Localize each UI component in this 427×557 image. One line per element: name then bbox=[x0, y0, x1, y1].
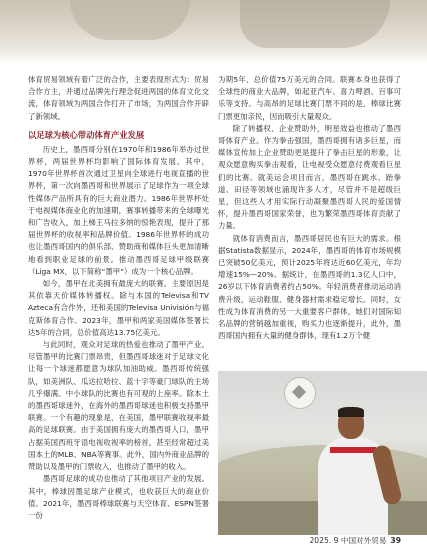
photo-shape bbox=[70, 0, 190, 40]
page-number: 39 bbox=[390, 536, 401, 545]
body-paragraph: 墨西哥足球的成功也推动了其他项目产业的发展。其中，棒球因墨足球产业模式，也收获巨大的商业价值。2021年，墨西哥棒球联赛与天空体育、ESPN签署一份 bbox=[28, 474, 209, 520]
jersey-stripe bbox=[330, 447, 376, 453]
section-heading: 以足球为核心带动体育产业发展 bbox=[28, 129, 145, 140]
intro-paragraph: 体育贸易领域有着广泛的合作，主要表现形式为：贸易合作方主，并通过品牌先行理念促进两国的体育文化交流，体育领域为两国合作打开了市场，为两国合作开辟了新领域。 bbox=[28, 75, 209, 121]
page-footer bbox=[309, 535, 401, 546]
body-paragraph: 就体育消费而言，墨西哥居民也有巨大的需求。根据Statista数据显示，2024年，墨西哥的体育市场规模已突破50亿美元，预计2025年将达近60亿美元，年均增速15%—20%。据统计，在墨西哥的1.3亿人口中，26岁以下体育消费者约占50%。年轻消费者推动运动消费升级，运动鞋服、健身器材需求稳定增长。同时，女性成为体育消费的另一大重要客户群体，她们对国际知名品牌的营销越加重视，购买力也逐渐提升，此外，墨西哥国内拥有大量的健身群体，现有1.2万个健 bbox=[218, 233, 401, 341]
body-paragraph: 如今，墨甲在北美拥有最庞大的联赛。主要原因是其依靠天价媒体转播权。除与本国的Televisa和TV Azteca有合作外，还和美国的Televisa Univisión与福克斯体育合作。2023年，墨甲和两家美国媒体签署长达5年的合同，总价值高达13.75亿美元。 bbox=[28, 279, 209, 337]
left-column bbox=[28, 74, 209, 522]
right-column bbox=[218, 74, 401, 342]
body-paragraph: 除了转播权、企业赞助外，明星效益也推动了墨西哥体育产业。作为拳击强国，墨西哥拥有诸多巨星，而媒体宣传加上企业赞助更是提升了拳击巨星的形象，让观众愿意购买拳击观看，让电视受众愿意付费观看巨星们的比赛。就美运会项目而言，墨西哥在跳水、跆拳道、田径等领域也涌现许多人才，尽管并不是超级巨星，但这些人才用实际行动凝聚墨西哥人民的爱国情怀，提升墨西哥国家荣誉，也为繁荣墨西哥体育贡献了力量。 bbox=[218, 123, 401, 231]
football-player-photo bbox=[218, 371, 427, 535]
body-paragraph: 与此同时，观众对足球的热爱也推动了墨甲产业。尽管墨甲的比赛门票昂贵，但墨西哥球迷对于足球文化让每一个球迷都愿意为球队加油助威。墨西哥传统强队，如美洲队、瓜达拉哈拉、蓝十字等豪门球队的主场几乎爆满。中小球队的比赛也有可观的上座率。除本土的墨西哥球迷外，在海外的墨西哥球迷也积极支持墨甲联赛。一个有趣的现象是，在美国，墨甲联赛收视率最高的足球联赛。由于美国拥有庞大的墨西哥人口，墨甲占据美国西班牙语电视收视率的榜首，甚至经常超过美国本土的MLB、NBA等赛事。此外，国内外商业品牌的赞助以及墨甲的门票收入，也推动了墨甲的收入。 bbox=[28, 340, 209, 472]
body-paragraph: 为期5年、总价值75万美元的合同。联赛本身也获得了全球性的商业大品牌，如起亚汽车、喜力啤酒、百事可乐等支持。与高昂的足球比赛门票不同的是，棒球比赛门票更加亲民，因而吸引大量观众。 bbox=[218, 75, 401, 121]
issue-label: 2025. 9 中国对外贸易 bbox=[309, 536, 387, 545]
soccer-ball-icon bbox=[284, 377, 316, 409]
player-hair bbox=[338, 407, 364, 417]
photo-shape bbox=[240, 0, 390, 48]
header-photo bbox=[0, 0, 427, 64]
body-paragraph: 历史上，墨西哥分别在1970年和1986年举办过世界杯，两届世界杯均影响了国际体育发展。其中，1970年世界杯首次通过卫星向全球进行电视直播的世界杯，第一次向墨西哥和世界展示了足球作为一项全球性媒体产品所具有的巨大商业潜力。1986年世界杯处于电视媒体商业化的加速期，赛事转播带来的全球曝光和广告收入，加上梯王马拉多纳的惊艳表现，提升了那届世界杯的收视率和品牌价值。1986年世界杯的成功也让墨西哥国内的俱乐部、赞助商和媒体巨头更加清晰地看到职业足球的前景。推动墨西哥足球甲级联赛（Liga MX，以下简称“墨甲”）成为一个核心品牌。 bbox=[28, 144, 209, 276]
